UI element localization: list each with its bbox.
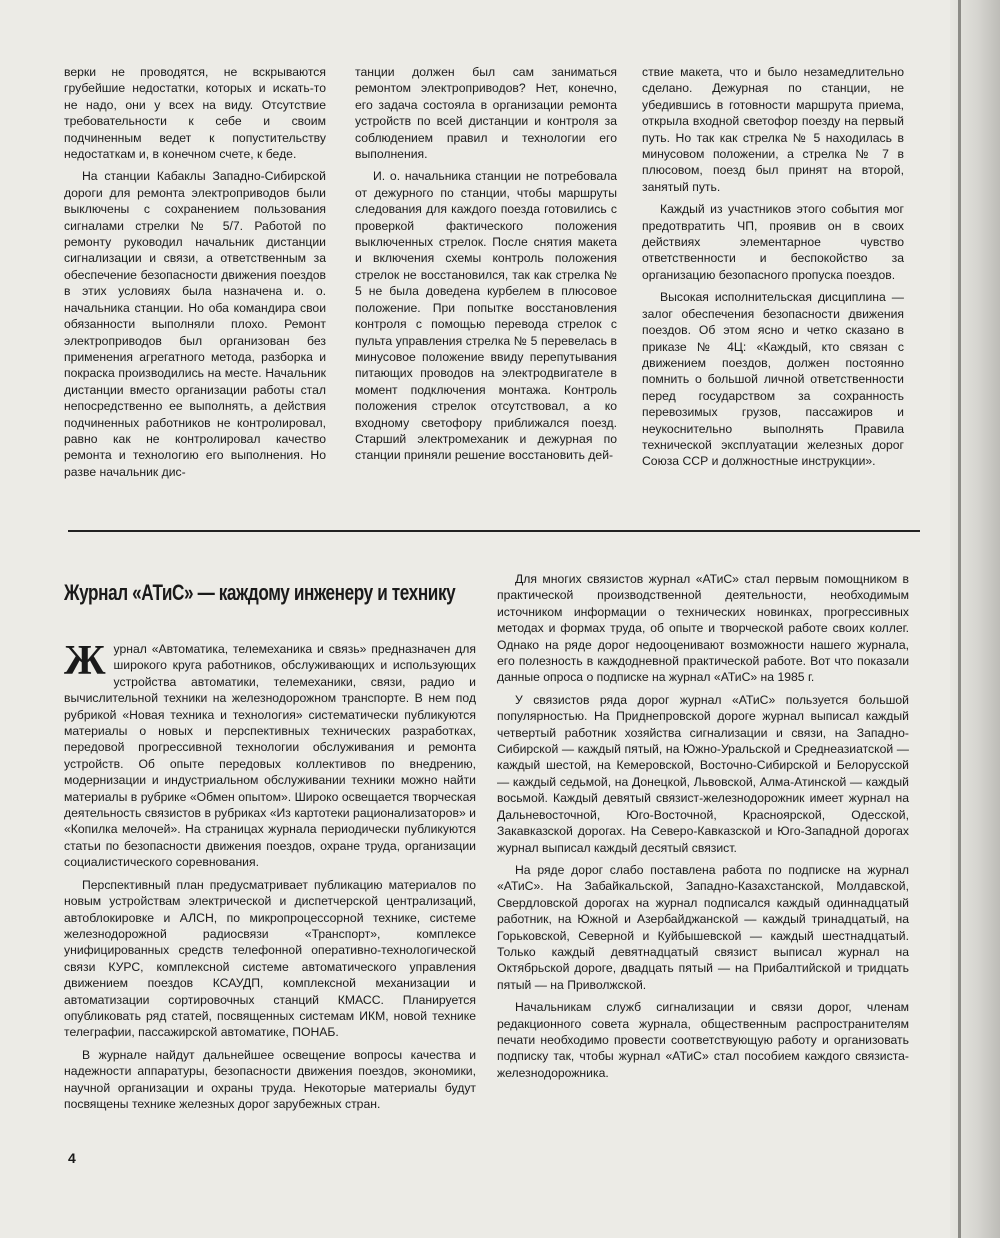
paragraph: ствие макета, что и было незамедлительно сделано. Дежурная по станции, не убедившись в готовности маршрута приема, открыла входной светофор поезду на первый путь. Но так как стрелка № 5 находилась в минусовом положении, а стрелка № 7 в плюсовом, поезд был принят на второй, занятый путь. <box>642 65 904 194</box>
section-divider <box>68 530 920 532</box>
paragraph <box>64 638 476 871</box>
paragraph: Для многих связистов журнал «АТиС» стал первым помощником в практической производственной деятельности, необходимым источником информации о технических новинках, прогрессивных методах и формах труда, об опыте и творческой работе своих коллег. Однако на ряде дорог недооценивают возможности нашего журнала, его полезность в каждодневной практической работе. Вот что показали данные опроса о подписке на журнал «АТиС» на 1985 г. <box>497 572 909 685</box>
paragraph: танции должен был сам заниматься ремонтом электроприводов? Нет, конечно, его задача состояла в организации ремонта устройств по всей дистанции и контроля за соблюдением правил и технологии его выполнения. <box>355 65 617 162</box>
article-column-1 <box>64 638 476 1112</box>
top-column-1 <box>64 64 326 480</box>
paragraph: Высокая исполнительская дисциплина — залог обеспечения безопасности движения поездов. Об этом ясно и четко сказано в приказе № 4Ц: «Каждый, кто связан с движением поездов, должен постоянно помнить о большой личной ответственности перед государством за сохранность перевозимых грузов, пассажиров и неукоснительно выполнять Правила технической эксплуатации железных дорог Союза ССР и должностные инструкции». <box>642 290 904 469</box>
paragraph: На станции Кабаклы Западно-Сибирской дороги для ремонта электроприводов были выключены с сохранением пользования сигналами стрелки № 5/7. Работой по ремонту руководил начальник дистанции сигнализации и связи, а ответственным за обеспечение безопасности движения поездов в этих условиях была назначена и. о. начальника станции. Но оба командира свои обязанности выполняли плохо. Ремонт электроприводов был организован без применения агрегатного метода, разборка и покраска производились на месте. Начальник дистанции вместо организации работы стал непосредственно ее выполнять, а действия подчиненных работников не контролировал, равно как не контролировал качество ремонта и технологию его выполнения. Но разве начальник дис- <box>64 169 326 479</box>
paragraph: На ряде дорог слабо поставлена работа по подписке на журнал «АТиС». На Забайкальской, Западно-Казахстанской, Молдавской, Свердловской дорогах на журнал подписался каждый одиннадцатый работник, на Южной и Азербайджанской — каждый тринадцатый, на Горьковской, Северной и Куйбышевской — каждый шестнадцатый. Только каждый девятнадцатый связист выписал журнал на Октябрьской дороге, двадцать пятый — на Прибалтийской и тридцать пятый — на Приволжской. <box>497 862 909 992</box>
top-column-2 <box>355 64 617 464</box>
top-column-3 <box>642 64 904 470</box>
paragraph: Перспективный план предусматривает публикацию материалов по новым устройствам электрической и диспетчерской централизаций, автоблокировке и АЛСН, по микропроцессорной технике, системе железнодорожной радиосвязи «Транспорт», комплексе унифицированных средств телефонной оперативно-технологической связи КУРС, комплексной системе автоматического управления движением поездов КСАУДП, комплексной механизации и автоматизации сортировочных станций КМАСС. Планируется опубликовать ряд статей, посвященных системам ИКМ, новой технике телеграфии, пассажирской автоматике, ПОНАБ. <box>64 877 476 1040</box>
paragraph: И. о. начальника станции не потребовала от дежурного по станции, чтобы маршруты следования для каждого поезда готовились с проверкой фактического положения выключенных стрелок. После снятия макета и включения схемы контроль положения стрелок не восстановился, так как стрелка № 5 не была доведена курбелем в плюсовое положение. При попытке восстановления контроля с помощью перевода стрелок с пульта управления стрелка № 5 перевелась в минусовое положение ввиду перепутывания питающих проводов на электродвигателе в момент подключения монтажа. Контроль положения стрелок отсутствовал, а ко входному светофору приближался поезд. Старший электромеханик и дежурная по станции приняли решение восстановить дей- <box>355 169 617 463</box>
page-number: 4 <box>68 1150 76 1166</box>
paragraph: В журнале найдут дальнейшее освещение вопросы качества и надежности аппаратуры, безопасности движения поездов, экономики, научной организации и охраны труда. Некоторые материалы будут посвящены технике железных дорог зарубежных стран. <box>64 1047 476 1111</box>
paragraph: верки не проводятся, не вскрываются грубейшие недостатки, которых и искать-то не надо, они у всех на виду. Отсутствие требовательности к себе и своим подчиненным ведет к попустительству недостаткам и, в конечном счете, к беде. <box>64 65 326 162</box>
paragraph: У связистов ряда дорог журнал «АТиС» пользуется большой популярностью. На Приднепровской дороге журнал выписал каждый четвертый работник хозяйства сигнализации и связи, на Западно-Сибирской — каждый пятый, на Южно-Уральской и Среднеазиатской — каждый шестой, на Кемеровской, Восточно-Сибирской и Белорусской — каждый седьмой, на Донецкой, Львовской, Алма-Атинской — каждый восьмой. Каждый девятый связист-железнодорожник имеет журнал на Дальневосточной, Юго-Восточной, Красноярской, Одесской, Закавказской дорогах. На Северо-Кавказской и Юго-Западной дорогах журнал выписал каждый десятый связист. <box>497 692 909 855</box>
drop-cap: Ж <box>64 638 106 684</box>
paragraph-text: урнал «Автоматика, телемеханика и связь» предназначен для широкого круга работников, обслуживающих и использующих устройства автоматики, телемеханики, связи, радио и вычислительной техники на железнодорожном транспорте. В нем под рубрикой «Новая техника и технология» систематически публикуются материалы о новых и перспективных технических разработках, передовой прогрессивной технологии обслуживания и ремонта устройств. Об опыте передовых коллективов по внедрению, модернизации и индустриальном обслуживании техники можно найти материалы в рубрике «Обмен опытом». Широко освещается творческая деятельность связистов в рубриках «Из картотеки рационализаторов» и «Копилка мелочей». На страницах журнала периодически публикуются статьи по безопасности движения поездов, охране труда, организации социалистического соревнования. <box>64 642 476 870</box>
article-column-2 <box>497 571 909 1081</box>
paragraph: Начальникам служб сигнализации и связи дорог, членам редакционного совета журнала, общественным распространителям печати необходимо провести соответствующую работу и организовать подписку так, чтобы журнал «АТиС» стал пособием каждого связиста-железнодорожника. <box>497 1000 909 1080</box>
article-headline: Журнал «АТиС» — каждому инженеру и технику <box>64 580 456 605</box>
paragraph: Каждый из участников этого события мог предотвратить ЧП, проявив он в своих действиях элементарное чувство ответственности и беспокойство за организацию безопасного пропуска поездов. <box>642 202 904 282</box>
page-fold-line <box>958 0 961 1238</box>
